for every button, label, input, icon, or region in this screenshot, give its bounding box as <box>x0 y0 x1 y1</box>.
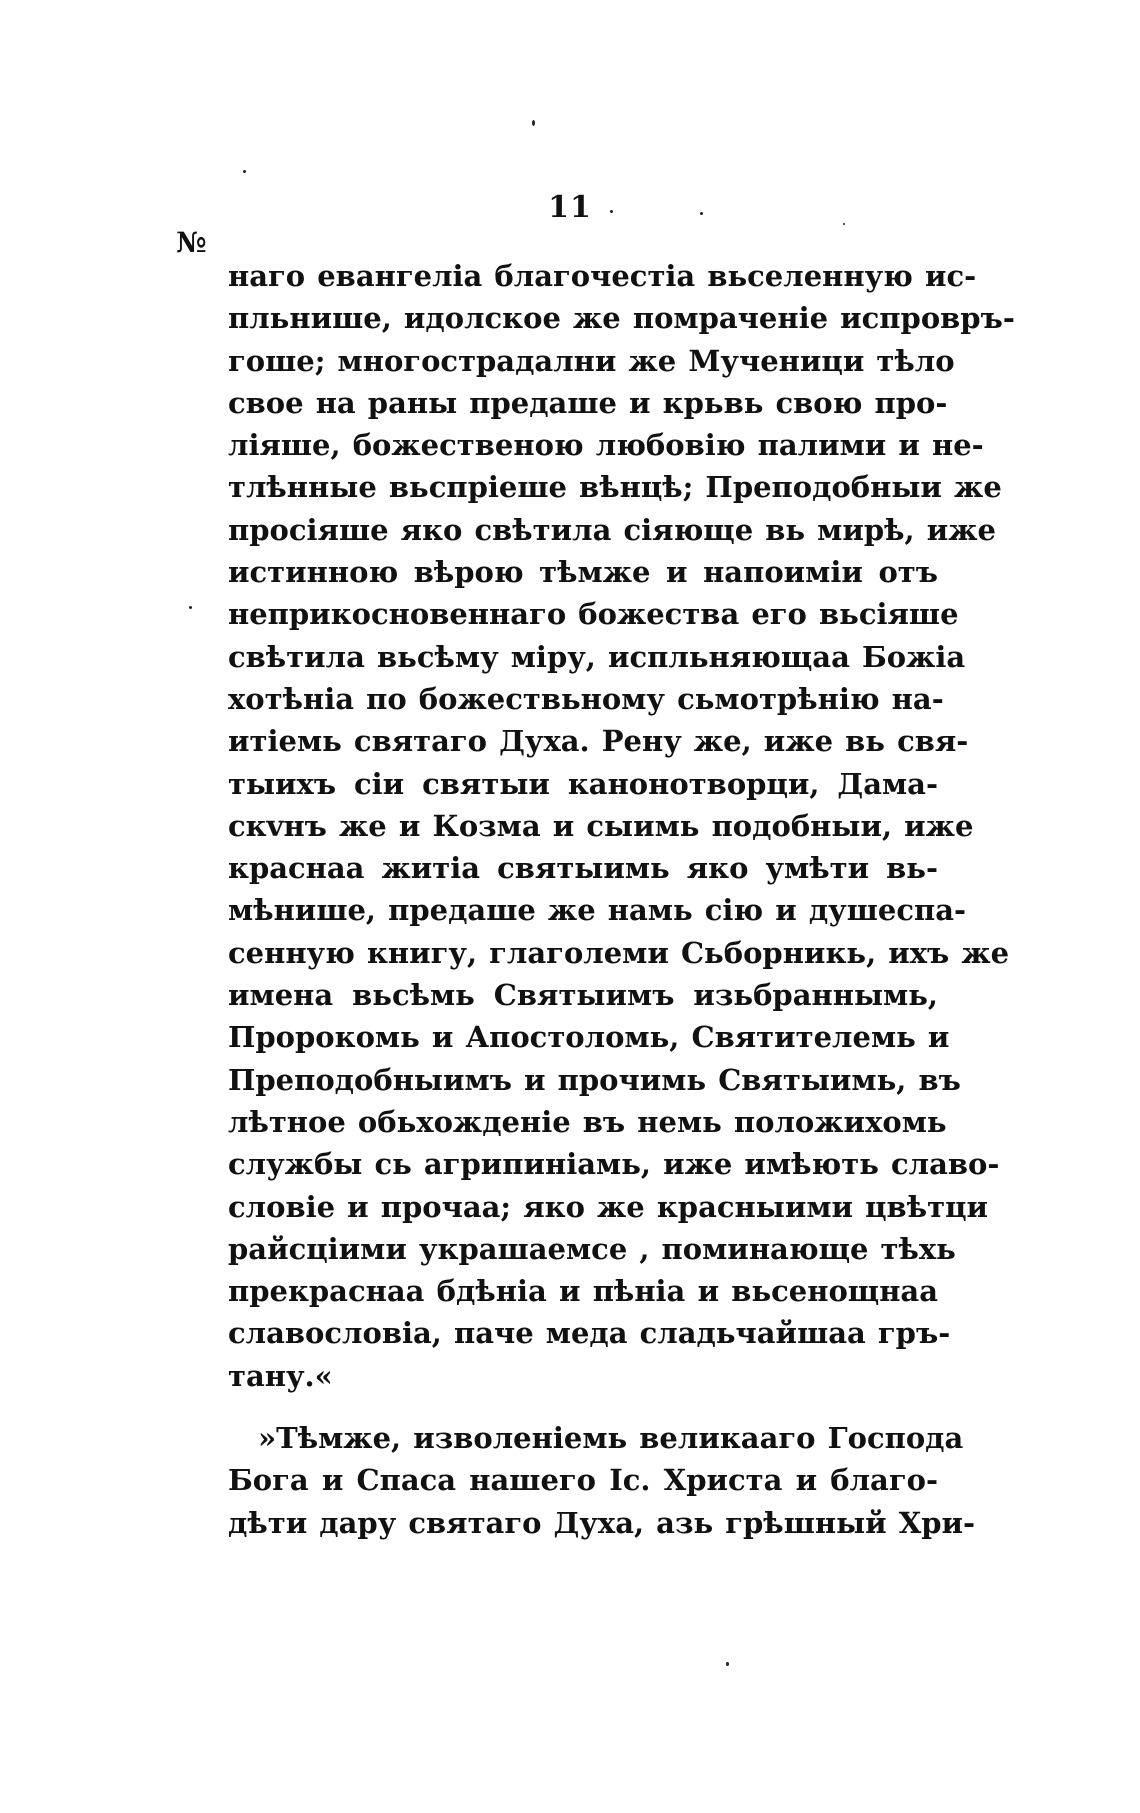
text-line: свѣтила вьсѣму міру, испльняющаа Божіа <box>228 639 966 674</box>
text-line: тыихъ сіи святыи канонотворци, Дама- <box>228 766 938 801</box>
print-speck <box>843 223 845 225</box>
text-line: Бога и Спаса нашего Іс. Христа и благо- <box>228 1463 938 1498</box>
paragraph-1 <box>228 255 1015 1397</box>
text-line: прекраснаа бдѣніа и пѣніа и вьсенощнаа <box>228 1274 938 1309</box>
text-line: неприкосновеннаго божества его вьсіяше <box>228 597 959 632</box>
text-line: тану.« <box>228 1358 333 1393</box>
text-block <box>228 255 1015 1544</box>
text-line: просіяше яко свѣтила сіяюще вь мирѣ, иже <box>228 512 996 547</box>
text-line: скvнъ же и Козма и сыимь подобныи, иже <box>228 808 974 843</box>
text-line: краснаа житіа святыимь яко умѣти вь- <box>228 851 938 886</box>
text-line: наго евангеліа благочестіа вьселенную ис- <box>228 259 977 293</box>
text-line: тлѣнные вьспріеше вѣнцѣ; Преподобныи же <box>228 470 1002 505</box>
print-speck <box>610 210 613 213</box>
paragraph-gap <box>228 1397 938 1417</box>
text-line: дѣти дару святаго Духа, азь грѣшный Хри- <box>228 1505 976 1540</box>
print-speck <box>243 170 246 173</box>
text-line: »Тѣмже, изволеніемь великааго Господа <box>258 1421 964 1456</box>
text-line: хотѣніа по божествьному сьмотрѣнію на- <box>228 681 944 716</box>
text-line: итіемь святаго Духа. Рену же, иже вь свя- <box>228 724 969 759</box>
margin-mark: № <box>176 226 207 259</box>
print-speck <box>532 120 535 126</box>
print-speck <box>189 606 192 609</box>
print-speck <box>700 212 703 215</box>
text-line: службы сь агрипиніамь, иже имѣють славо- <box>228 1147 1000 1182</box>
text-line: пльнише, идолское же помраченіе испровръ- <box>228 301 1015 336</box>
paragraph-2 <box>228 1417 976 1544</box>
text-line: райсціими украшаемсе , поминающе тѣхь <box>228 1231 956 1266</box>
text-line: мѣнише, предаше же намь сію и душеспа- <box>228 893 967 928</box>
text-line: имена вьсѣмь Святыимъ изьбраннымь, <box>228 978 938 1013</box>
text-line: гоше; многострадални же Мученици тѣло <box>228 343 955 378</box>
text-line: Пророкомь и Апостоломь, Святителемь и <box>228 1020 950 1055</box>
text-line: истинною вѣрою тѣмже и напоимiи отъ <box>228 555 938 590</box>
text-line: славословіа, паче меда сладьчайшаа гръ- <box>228 1316 951 1351</box>
text-line: ліяше, божественою любовію палими и не- <box>228 428 984 463</box>
text-line: лѣтное обьхожденіе въ немь положихомь <box>228 1104 947 1139</box>
text-line: Преподобныимъ и прочимь Святыимь, въ <box>228 1062 961 1097</box>
text-line: сенную книгу, глаголеми Сьборникь, ихъ же <box>228 935 1010 970</box>
text-line: свое на раны предаше и крьвь свою про- <box>228 385 948 420</box>
text-line: словіе и прочаа; яко же красныими цвѣтци <box>228 1189 988 1224</box>
page-number: 11 <box>548 190 592 225</box>
print-speck <box>726 1662 729 1666</box>
